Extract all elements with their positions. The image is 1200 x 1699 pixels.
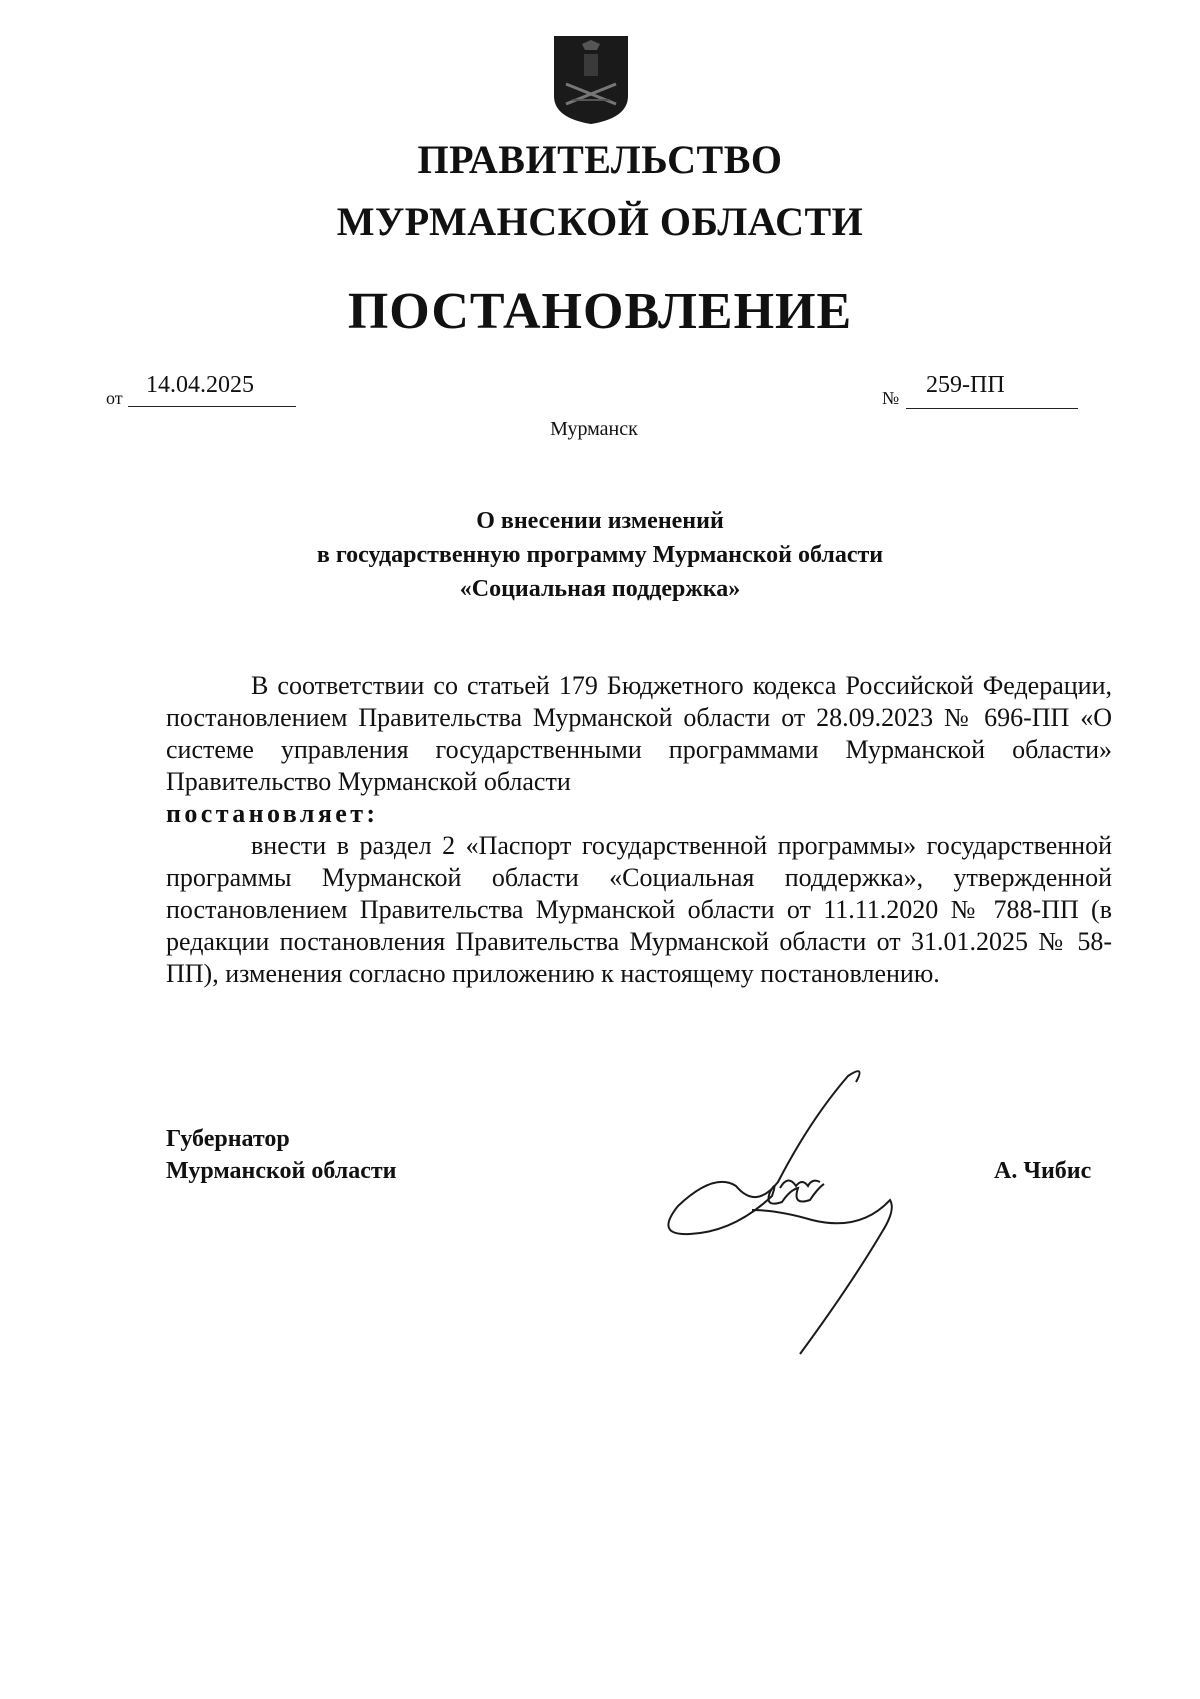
org-name-line1: ПРАВИТЕЛЬСТВО [417,137,783,182]
title-line3: «Социальная поддержка» [459,576,741,602]
document-number: 259-ПП [926,372,1005,398]
number-label: № [882,388,900,408]
city: Мурманск [550,418,638,440]
paragraph-2: внести в раздел 2 «Паспорт государственной программы» государственной программы Мурманской области «Социальная поддержка», утвержденной постановлением Правительства Мурманской области от 11.11.2020 № 788-ПП (в редакции постановления Правительства Мурманской области от 31.01.2025 № 58-ПП), изменения согласно приложению к настоящему постановлению. [166,831,1112,988]
signatory-name: А. Чибис [994,1158,1092,1184]
coat-of-arms-icon [552,34,630,126]
date-underline [128,406,296,407]
resolves-word: постановляет: [166,799,379,828]
signatory-position-line1: Губернатор [166,1126,290,1152]
document-type: ПОСТАНОВЛЕНИЕ [347,283,853,340]
paragraph-1: В соответствии со статьей 179 Бюджетного кодекса Российской Федерации, постановлением Правительства Мурманской области от 28.09.2023 № 696-ПП «О системе управления государственными программами Мурманской области» Правительство Мурманской области [166,671,1112,796]
title-line2: в государственную программу Мурманской области [316,542,884,568]
number-underline [906,408,1078,409]
org-name-line2: МУРМАНСКОЙ ОБЛАСТИ [336,199,864,244]
signatory-position-line2: Мурманской области [166,1158,397,1184]
date-label: от [106,388,123,408]
title-line1: О внесении изменений [476,508,724,534]
document-date: 14.04.2025 [146,372,254,398]
body-text [166,670,1112,990]
handwritten-signature [660,1060,920,1360]
